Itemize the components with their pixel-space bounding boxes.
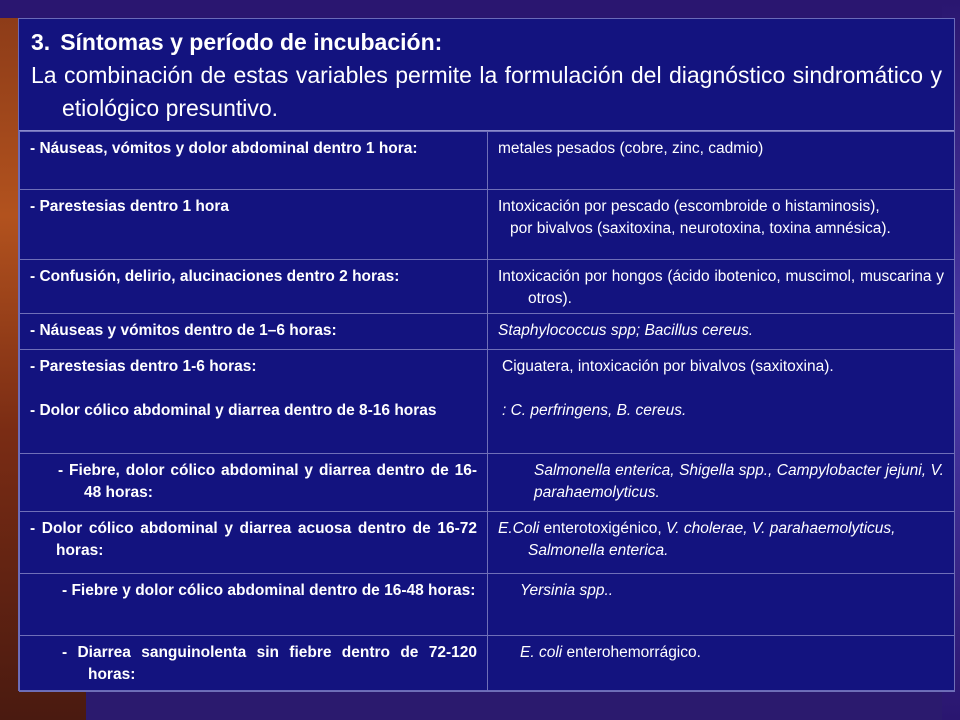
table-row bbox=[20, 350, 955, 454]
symptom-cell bbox=[20, 512, 488, 574]
table-row bbox=[20, 574, 955, 636]
cause-cell bbox=[488, 350, 955, 454]
cause-text: metales pesados (cobre, zinc, cadmio) bbox=[498, 140, 764, 157]
cause-text: E.Coli bbox=[498, 520, 540, 537]
cause-text: : C. perfringens, B. cereus. bbox=[502, 402, 687, 419]
symptom-text: - Parestesias dentro 1 hora bbox=[30, 198, 229, 215]
cause-cell bbox=[488, 132, 955, 190]
slide-title bbox=[31, 27, 942, 57]
background-top-band bbox=[0, 0, 960, 18]
table-row bbox=[20, 190, 955, 260]
cause-cell bbox=[488, 454, 955, 512]
symptom-text: - Parestesias dentro 1-6 horas: bbox=[30, 358, 257, 375]
title-text: Síntomas y período de incubación: bbox=[60, 29, 443, 55]
cause-text: enterohemorrágico. bbox=[562, 644, 701, 661]
table-row bbox=[20, 512, 955, 574]
cause-cell bbox=[488, 314, 955, 350]
cause-cell bbox=[488, 574, 955, 636]
symptom-cell bbox=[20, 190, 488, 260]
cause-cell bbox=[488, 260, 955, 314]
title-number: 3. bbox=[31, 29, 51, 55]
table-row bbox=[20, 132, 955, 190]
cause-text: Yersinia spp.. bbox=[520, 582, 614, 599]
table-row bbox=[20, 636, 955, 692]
symptom-table bbox=[19, 131, 955, 692]
cause-cell bbox=[488, 512, 955, 574]
slide-header bbox=[19, 19, 954, 131]
symptom-text: - Confusión, delirio, alucinaciones dentro 2 horas: bbox=[30, 268, 400, 285]
symptom-text: - Dolor cólico abdominal y diarrea acuosa dentro de 16-72 horas: bbox=[30, 520, 477, 559]
table-row bbox=[20, 454, 955, 512]
symptom-text: - Diarrea sanguinolenta sin fiebre dentro de 72-120 horas: bbox=[62, 644, 477, 683]
symptom-text: - Fiebre, dolor cólico abdominal y diarrea dentro de 16-48 horas: bbox=[58, 462, 477, 501]
symptom-text: - Dolor cólico abdominal y diarrea dentro de 8-16 horas bbox=[30, 402, 437, 419]
slide bbox=[18, 18, 955, 691]
cause-text: Salmonella enterica, Shigella spp., Campylobacter jejuni, V. parahaemolyticus. bbox=[534, 462, 944, 501]
symptom-cell bbox=[20, 350, 488, 454]
cause-text: Intoxicación por hongos (ácido ibotenico, muscimol, muscarina y otros). bbox=[498, 268, 944, 307]
symptom-cell bbox=[20, 260, 488, 314]
cause-cell bbox=[488, 636, 955, 692]
cause-text: V. cholerae, V. parahaemolyticus, Salmonella enterica. bbox=[528, 520, 896, 559]
table-row bbox=[20, 314, 955, 350]
cause-text: E. coli bbox=[520, 644, 563, 661]
symptom-text: - Fiebre y dolor cólico abdominal dentro de 16-48 horas: bbox=[62, 582, 476, 599]
cause-text: enterotoxigénico, bbox=[539, 520, 667, 537]
cause-cell bbox=[488, 190, 955, 260]
cause-text: Staphylococcus spp; Bacillus cereus. bbox=[498, 322, 754, 339]
cause-text-overflow: por bivalvos (saxitoxina, neurotoxina, toxina amnésica). bbox=[510, 220, 891, 237]
symptom-cell bbox=[20, 454, 488, 512]
symptom-cell bbox=[20, 314, 488, 350]
symptom-text: - Náuseas y vómitos dentro de 1–6 horas: bbox=[30, 322, 337, 339]
slide-subtitle: La combinación de estas variables permite la formulación del diagnóstico sindromático y etiológico presuntivo. bbox=[31, 62, 942, 121]
cause-text: Ciguatera, intoxicación por bivalvos (saxitoxina). bbox=[502, 358, 834, 375]
symptom-cell bbox=[20, 574, 488, 636]
symptom-text: - Náuseas, vómitos y dolor abdominal dentro 1 hora: bbox=[30, 140, 418, 157]
table-row bbox=[20, 260, 955, 314]
symptom-cell bbox=[20, 132, 488, 190]
cause-text: Intoxicación por pescado (escombroide o histaminosis), bbox=[498, 198, 880, 215]
symptom-cell bbox=[20, 636, 488, 692]
